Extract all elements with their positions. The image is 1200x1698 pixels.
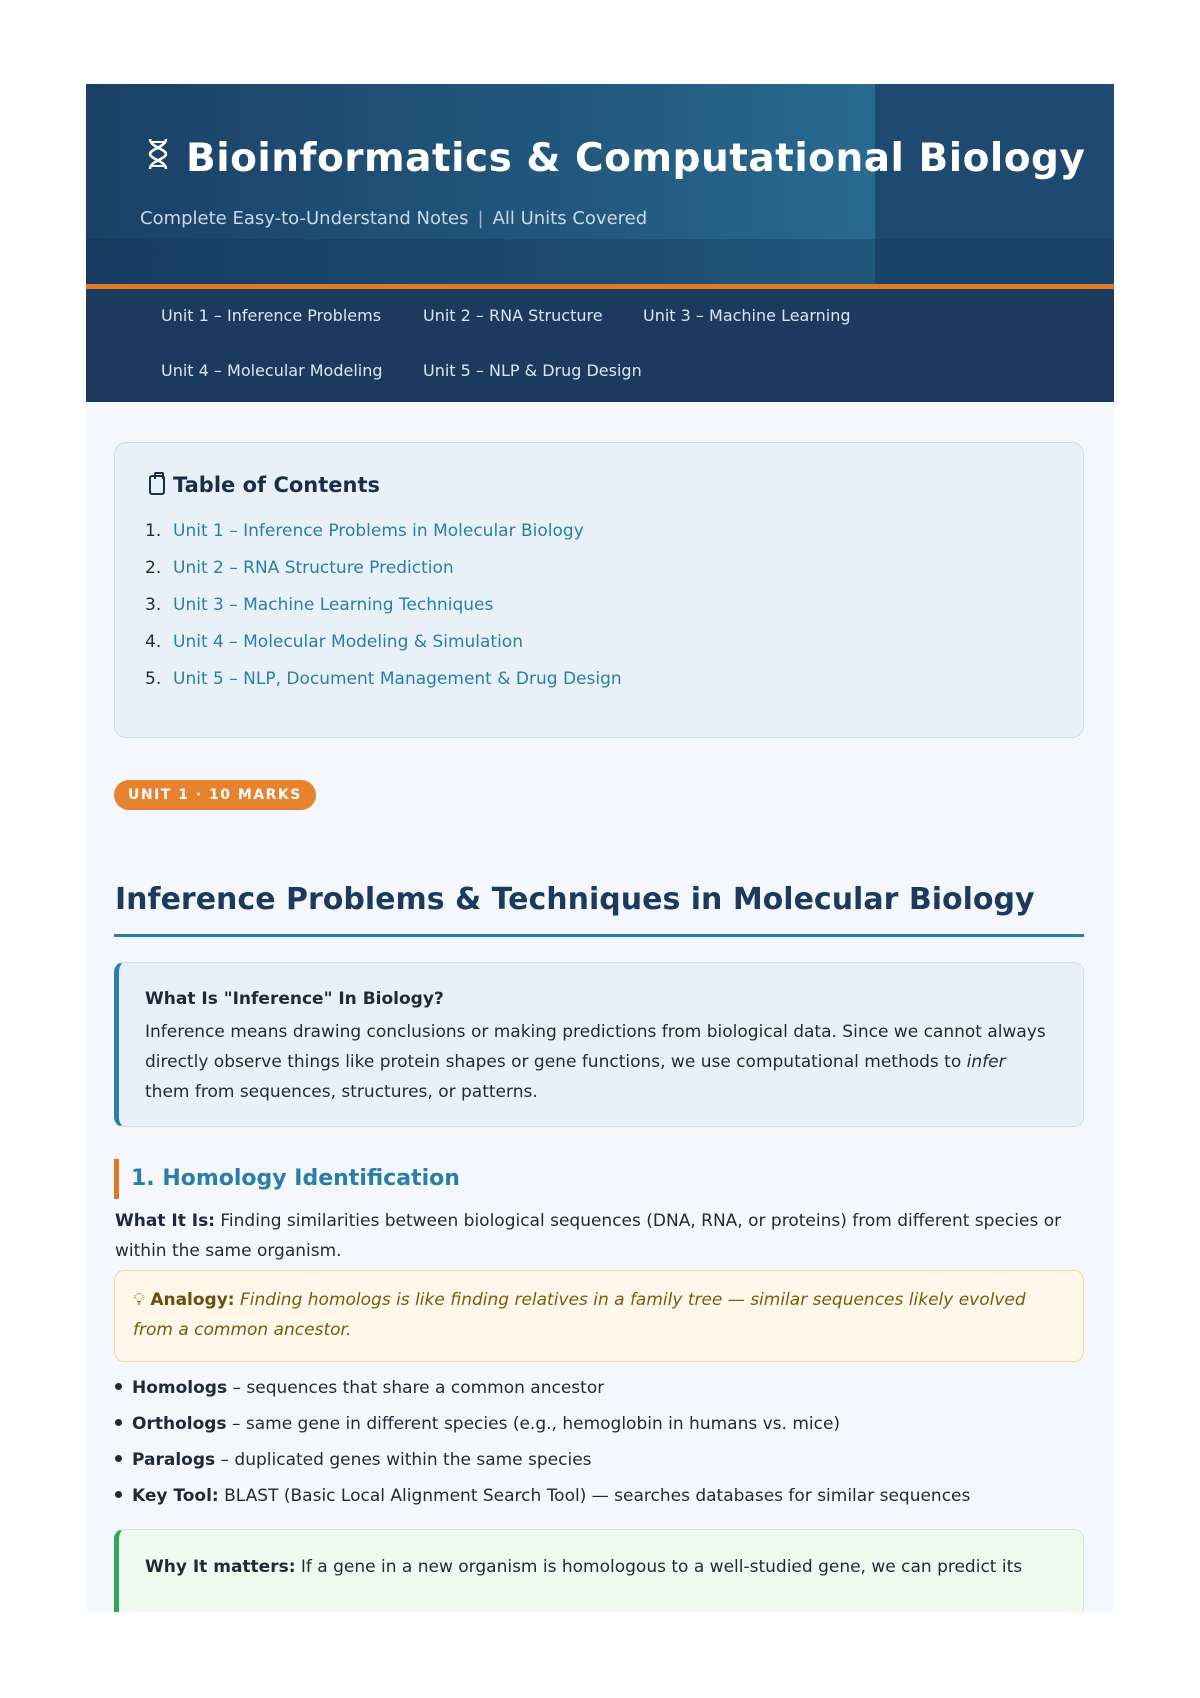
toc-link-unit-3[interactable]: Unit 3 – Machine Learning Techniques [173,595,494,615]
toc-number: 5. [145,669,162,689]
clipboard-icon [149,475,165,495]
list-item [115,1486,970,1506]
title-text: Bioinformatics & Computational Biology [186,136,1086,181]
lightbulb-icon: 💡︎ [133,1290,145,1310]
subtitle-separator: | [477,208,484,229]
subtitle-right: All Units Covered [492,208,648,229]
term: Key Tool: [132,1486,219,1506]
matters-body: If a gene in a new organism is homologous to a well-studied gene, we can predict its [295,1557,1023,1577]
unit-badge: UNIT 1 · 10 MARKS [114,780,316,810]
toc-link-unit-5[interactable]: Unit 5 – NLP, Document Management & Drug Design [173,669,622,689]
what-text: Finding similarities between biological sequences (DNA, RNA, or proteins) from different species or within the same organism. [115,1211,1062,1261]
unit-title: Inference Problems & Techniques in Molecular Biology [115,882,1035,917]
bullet-icon [115,1455,122,1462]
toc-link-unit-4[interactable]: Unit 4 – Molecular Modeling & Simulation [173,632,523,652]
unit-title-rule [114,934,1084,937]
list-item [115,1378,604,1398]
info-body [145,1017,1055,1107]
matters-label: Why It matters: [145,1557,296,1577]
dna-icon [146,137,172,180]
toc-number: 3. [145,595,162,615]
subtitle-left: Complete Easy-to-Understand Notes [140,208,469,229]
toc-item [145,558,454,578]
nav-link-unit-5[interactable]: Unit 5 – NLP & Drug Design [423,361,642,380]
toc-link-unit-1[interactable]: Unit 1 – Inference Problems in Molecular Biology [173,521,584,541]
toc-number: 4. [145,632,162,652]
toc-item [145,669,622,689]
why-it-matters-box [114,1529,1084,1612]
info-heading: What Is "Inference" In Biology? [145,989,444,1009]
nav-link-unit-1[interactable]: Unit 1 – Inference Problems [161,306,382,325]
bullet-icon [115,1383,122,1390]
term: Orthologs [132,1414,227,1434]
analogy-box [114,1270,1084,1362]
notes-page [86,84,1114,1612]
nav-link-unit-3[interactable]: Unit 3 – Machine Learning [643,306,851,325]
term: Paralogs [132,1450,216,1470]
nav-link-unit-2[interactable]: Unit 2 – RNA Structure [423,306,603,325]
section-heading: 1. Homology Identification [114,1159,460,1199]
analogy-body: Finding homologs is like finding relatives in a family tree — similar sequences likely evolved from a common ancestor. [133,1290,1026,1340]
term-desc: – same gene in different species (e.g., hemoglobin in humans vs. mice) [226,1414,841,1434]
header-banner [86,84,1114,284]
unit-nav [86,289,1114,402]
info-text: Inference means drawing conclusions or making predictions from biological data. Since we cannot always directly observe things like protein shapes or gene functions, we use computational methods to [145,1022,1046,1072]
toc-number: 1. [145,521,162,541]
bullet-icon [115,1419,122,1426]
toc-number: 2. [145,558,162,578]
term: Homologs [132,1378,228,1398]
toc-link-unit-2[interactable]: Unit 2 – RNA Structure Prediction [173,558,454,578]
toc-item [145,632,523,652]
info-text-end: them from sequences, structures, or patterns. [145,1082,538,1102]
term-desc: BLAST (Basic Local Alignment Search Tool) — searches databases for similar sequences [218,1486,971,1506]
info-emphasis: infer [966,1052,1006,1072]
term-desc: – sequences that share a common ancestor [227,1378,605,1398]
info-box [114,962,1084,1127]
toc-title-text: Table of Contents [173,473,381,497]
nav-link-unit-4[interactable]: Unit 4 – Molecular Modeling [161,361,383,380]
matters-text [145,1552,1065,1582]
bullet-icon [115,1491,122,1498]
what-label: What It Is: [115,1211,215,1231]
page-subtitle [140,208,647,229]
analogy-label: Analogy: [150,1290,235,1310]
list-item [115,1414,840,1434]
toc-item [145,521,584,541]
banner-band [86,239,1114,284]
what-it-is-paragraph [115,1206,1075,1266]
toc-item [145,595,493,615]
list-item [115,1450,592,1470]
analogy-text [133,1285,1063,1345]
page-title [146,136,1085,181]
term-desc: – duplicated genes within the same species [215,1450,592,1470]
table-of-contents [114,442,1084,738]
toc-title [149,473,380,497]
